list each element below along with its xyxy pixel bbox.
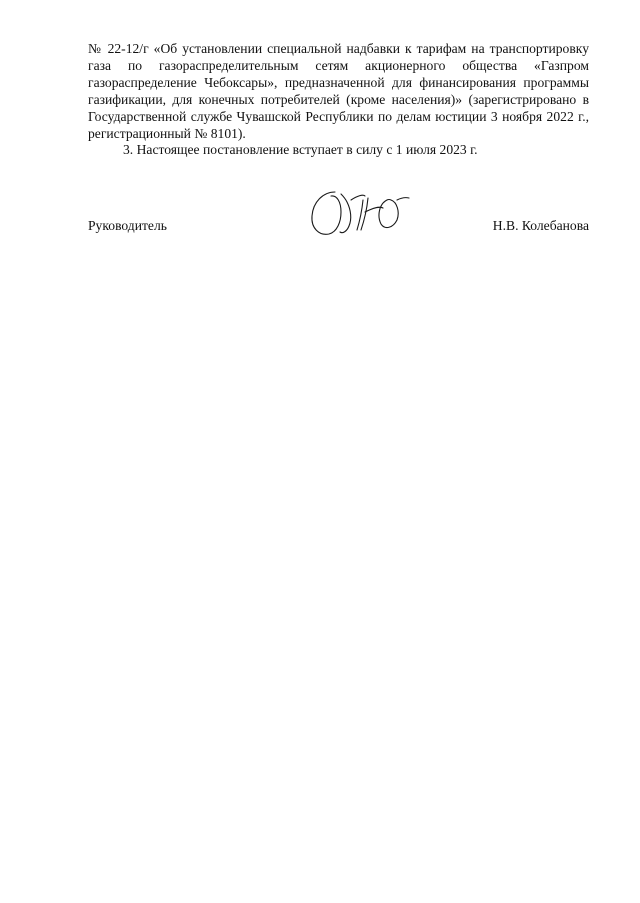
signatory-title: Руководитель bbox=[88, 218, 167, 233]
item-3-paragraph: 3. Настоящее постановление вступает в силу с 1 июля 2023 г. bbox=[123, 142, 478, 158]
paragraph-continuation: № 22-12/г «Об установлении специальной надбавки к тарифам на транспортировку газа по газораспределительным сетям акционерного общества «Газпром газораспределение Чебоксары», предназначенной для финансирования программы газификации, для конечных потребителей (кроме населения)» (зарегистрировано в Государственной службе Чувашской Республики по делам юстиции 3 ноября 2022 г., регистрационный № 8101). bbox=[88, 41, 589, 141]
signatory-name: Н.В. Колебанова bbox=[492, 218, 589, 233]
handwritten-signature-icon bbox=[305, 186, 415, 242]
document-body bbox=[88, 41, 589, 159]
